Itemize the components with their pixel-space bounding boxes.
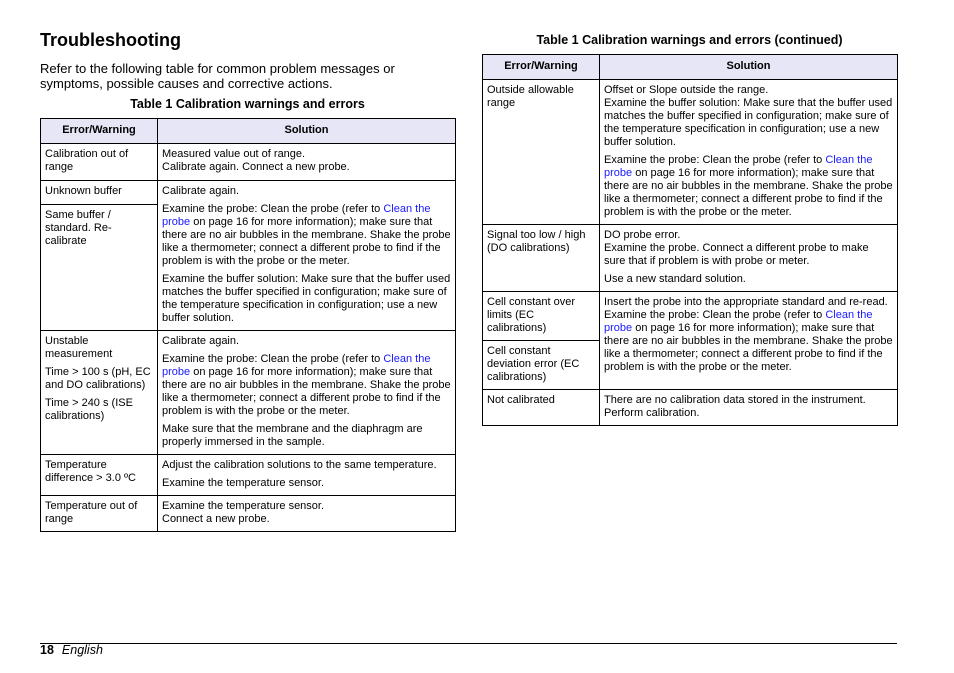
column-header-error: Error/Warning bbox=[41, 119, 158, 144]
solution-paragraph: Make sure that the membrane and the diaphragm are properly immersed in the sample. bbox=[162, 423, 423, 448]
error-cell: Signal too low / high (DO calibrations) bbox=[483, 225, 600, 292]
table-caption-continued: Table 1 Calibration warnings and errors (continued) bbox=[536, 33, 843, 47]
solution-line: Measured value out of range. bbox=[162, 148, 306, 160]
solution-paragraph: Calibrate again. bbox=[162, 185, 240, 197]
solution-text: Examine the probe: Clean the probe (refer to bbox=[162, 203, 384, 215]
error-cell: Temperature out of range bbox=[41, 496, 158, 532]
solution-line: Insert the probe into the appropriate standard and re-read. bbox=[604, 296, 888, 308]
error-cell: Calibration out of range bbox=[41, 144, 158, 181]
solution-paragraph: Examine the buffer solution: Make sure that the buffer used matches the buffer specified in configuration; make sure of the temperature specification in configuration; use a new buffer solution. bbox=[604, 97, 893, 148]
solution-text: on page 16 for more information); make sure that there are no air bubbles in the membrane. Shake the probe like a thermometer; connect a different probe to find if the problem is with the probe or the meter. bbox=[604, 167, 893, 218]
solution-text: on page 16 for more information); make sure that there are no air bubbles in the membrane. Shake the probe like a thermometer; connect a different probe to find if the problem is with the probe or the meter. bbox=[162, 366, 451, 417]
solution-line: Offset or Slope outside the range. bbox=[604, 84, 769, 96]
solution-text: Examine the probe: Clean the probe (refer to bbox=[604, 154, 826, 166]
solution-paragraph bbox=[604, 154, 893, 219]
table-row bbox=[483, 80, 898, 225]
clean-the-probe-link[interactable]: Clean the probe bbox=[604, 309, 873, 334]
clean-the-probe-link[interactable]: Clean the probe bbox=[162, 353, 431, 378]
error-paragraph: Unstable measurement bbox=[45, 335, 113, 360]
table-row bbox=[483, 225, 898, 292]
solution-cell bbox=[158, 181, 456, 331]
table-row bbox=[41, 496, 456, 532]
solution-paragraph: Examine the probe. Connect a different probe to make sure that if problem is with probe or meter. bbox=[604, 242, 869, 267]
error-cell: Not calibrated bbox=[483, 390, 600, 426]
solution-cell bbox=[158, 455, 456, 496]
footer-divider bbox=[40, 643, 897, 644]
solution-paragraph bbox=[162, 203, 451, 268]
table-header-row bbox=[41, 119, 456, 144]
error-cell: Cell constant deviation error (EC calibrations) bbox=[483, 341, 600, 390]
error-cell bbox=[41, 331, 158, 455]
solution-line: Connect a new probe. bbox=[162, 513, 270, 525]
error-cell: Temperature difference > 3.0 ºC bbox=[41, 455, 158, 496]
solution-cell bbox=[158, 496, 456, 532]
solution-line: DO probe error. bbox=[604, 229, 681, 241]
clean-the-probe-link[interactable]: Clean the probe bbox=[604, 154, 873, 179]
solution-paragraph: Examine the temperature sensor. bbox=[162, 477, 325, 489]
solution-cell bbox=[600, 80, 898, 225]
solution-cell bbox=[600, 390, 898, 426]
error-cell: Same buffer / standard. Re-calibrate bbox=[41, 204, 158, 330]
solution-line: Examine the temperature sensor. bbox=[162, 500, 325, 512]
solution-cell bbox=[600, 225, 898, 292]
table-row bbox=[41, 331, 456, 455]
error-paragraph: Time > 100 s (pH, EC and DO calibrations) bbox=[45, 366, 151, 391]
solution-text: Examine the probe: Clean the probe (refer to bbox=[604, 309, 826, 321]
table-row bbox=[41, 144, 456, 181]
error-paragraph: Time > 240 s (ISE calibrations) bbox=[45, 397, 133, 422]
solution-paragraph: Adjust the calibration solutions to the same temperature. bbox=[162, 459, 437, 471]
solution-text: Examine the probe: Clean the probe (refer to bbox=[162, 353, 384, 365]
intro-text: Refer to the following table for common problem messages or symptoms, possible causes and corrective actions. bbox=[40, 61, 395, 91]
solution-line bbox=[604, 309, 893, 374]
solution-paragraph: Calibrate again. bbox=[162, 335, 240, 347]
column-header-solution: Solution bbox=[600, 55, 898, 80]
column-header-error: Error/Warning bbox=[483, 55, 600, 80]
solution-cell bbox=[158, 144, 456, 181]
error-cell: Cell constant over limits (EC calibrations) bbox=[483, 292, 600, 341]
error-cell: Outside allowable range bbox=[483, 80, 600, 225]
table-row bbox=[483, 292, 898, 341]
solution-text: on page 16 for more information); make sure that there are no air bubbles in the membrane. Shake the probe like a thermometer; connect a different probe to find if the problem is with the probe or the meter. bbox=[604, 322, 893, 373]
solution-paragraph: Examine the buffer solution: Make sure that the buffer used matches the buffer specified in configuration; make sure of the temperature specification in configuration; use a new buffer solution. bbox=[162, 273, 451, 324]
column-header-solution: Solution bbox=[158, 119, 456, 144]
solution-line: Perform calibration. bbox=[604, 407, 700, 419]
table-caption: Table 1 Calibration warnings and errors bbox=[130, 97, 365, 111]
calibration-errors-table bbox=[40, 118, 456, 532]
solution-line: Calibrate again. Connect a new probe. bbox=[162, 161, 350, 173]
page-title: Troubleshooting bbox=[40, 30, 181, 50]
calibration-errors-table-continued bbox=[482, 54, 898, 426]
table-row bbox=[41, 181, 456, 205]
table-header-row bbox=[483, 55, 898, 80]
footer-language: English bbox=[61, 643, 103, 657]
page-footer bbox=[40, 643, 103, 657]
table-row bbox=[483, 390, 898, 426]
solution-text: on page 16 for more information); make sure that there are no air bubbles in the membrane. Shake the probe like a thermometer; connect a different probe to find if the problem is with the probe or the meter. bbox=[162, 216, 451, 267]
solution-paragraph: Use a new standard solution. bbox=[604, 273, 746, 285]
solution-cell bbox=[158, 331, 456, 455]
solution-paragraph bbox=[162, 353, 451, 418]
solution-line: There are no calibration data stored in the instrument. bbox=[604, 394, 866, 406]
table-row bbox=[41, 455, 456, 496]
solution-cell bbox=[600, 292, 898, 390]
page-number: 18 bbox=[40, 643, 54, 657]
clean-the-probe-link[interactable]: Clean the probe bbox=[162, 203, 431, 228]
error-cell: Unknown buffer bbox=[41, 181, 158, 205]
